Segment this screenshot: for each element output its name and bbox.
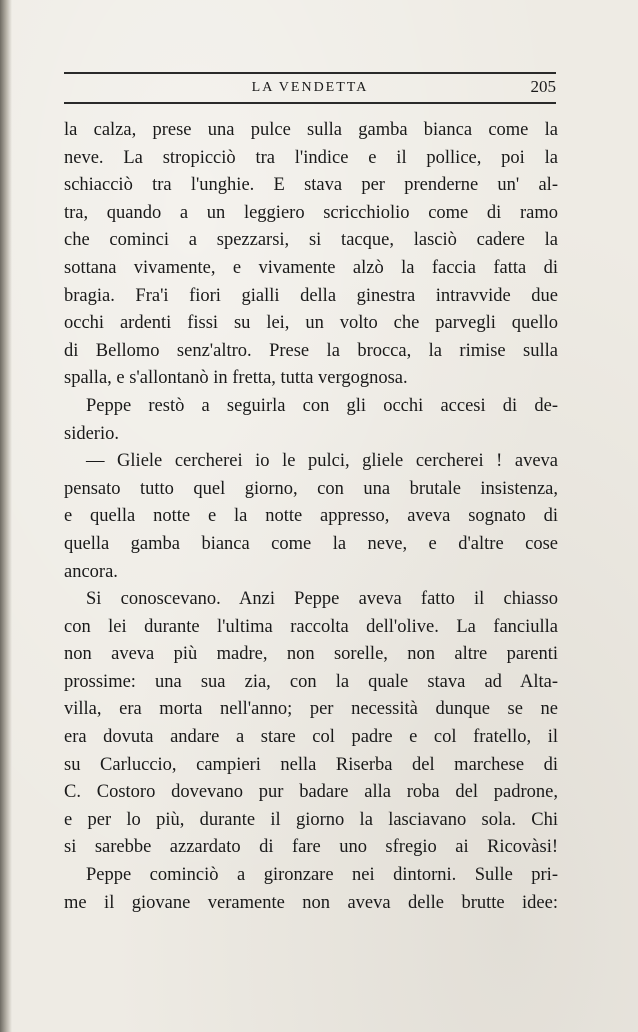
text-line: pensato tutto quel giorno, con una brutale insistenza,: [64, 478, 558, 499]
header-rule-bottom: [64, 102, 556, 104]
text-line: la calza, prese una pulce sulla gamba bianca come la: [64, 120, 558, 140]
text-line: siderio.: [64, 423, 119, 444]
text-line: quella gamba bianca come la neve, e d'altre cose: [64, 533, 558, 554]
text-line: villa, era morta nell'anno; per necessità dunque se ne: [64, 699, 558, 720]
text-line: era dovuta andare a stare col padre e col fratello, il: [64, 727, 558, 748]
text-line: e per lo più, durante il giorno la lasciavano sola. Chi: [64, 809, 558, 830]
header-rule-top: [64, 72, 556, 74]
page-number: 205: [530, 77, 556, 96]
text-line: Peppe cominciò a gironzare nei dintorni. Sulle pri-: [86, 865, 558, 886]
text-line: schiacciò tra l'unghie. E stava per prenderne un' al-: [64, 175, 558, 196]
text-line: Si conoscevano. Anzi Peppe aveva fatto il chiasso: [86, 589, 558, 610]
text-line: che cominci a spezzarsi, si tacque, lasciò cadere la: [64, 230, 558, 251]
text-line: ancora.: [64, 561, 118, 582]
text-line: neve. La stropicciò tra l'indice e il pollice, poi la: [64, 147, 558, 168]
running-title: LA VENDETTA: [251, 80, 369, 95]
text-line: C. Costoro dovevano pur badare alla roba del padrone,: [64, 782, 558, 803]
text-line: bragia. Fra'i fiori gialli della ginestra intravvide due: [64, 285, 558, 306]
text-line: non aveva più madre, non sorelle, non altre parenti: [64, 644, 558, 665]
text-line: me il giovane veramente non aveva delle brutte idee:: [64, 892, 558, 913]
text-line: tra, quando a un leggiero scricchiolio come di ramo: [64, 202, 558, 223]
text-line: Peppe restò a seguirla con gli occhi accesi di de-: [86, 395, 558, 416]
page-header: [64, 72, 556, 106]
text-line: di Bellomo senz'altro. Prese la brocca, la rimise sulla: [64, 340, 558, 361]
text-line: sottana vivamente, e vivamente alzò la faccia fatta di: [64, 257, 558, 278]
text-line: — Gliele cercherei io le pulci, gliele cercherei ! aveva: [86, 451, 558, 472]
text-line: spalla, e s'allontanò in fretta, tutta vergognosa.: [64, 368, 408, 389]
text-line: e quella notte e la notte appresso, aveva sognato di: [64, 506, 558, 527]
text-line: su Carluccio, campieri nella Riserba del marchese di: [64, 754, 558, 775]
text-line: occhi ardenti fissi su lei, un volto che parvegli quello: [64, 313, 558, 334]
text-line: si sarebbe azzardato di fare uno sfregio ai Ricovàsi!: [64, 837, 558, 858]
text-line: con lei durante l'ultima raccolta dell'olive. La fanciulla: [64, 616, 558, 637]
text-line: prossime: una sua zia, con la quale stava ad Alta-: [64, 671, 558, 692]
body-text: [64, 117, 558, 917]
page-spine-shadow: [0, 0, 12, 1032]
